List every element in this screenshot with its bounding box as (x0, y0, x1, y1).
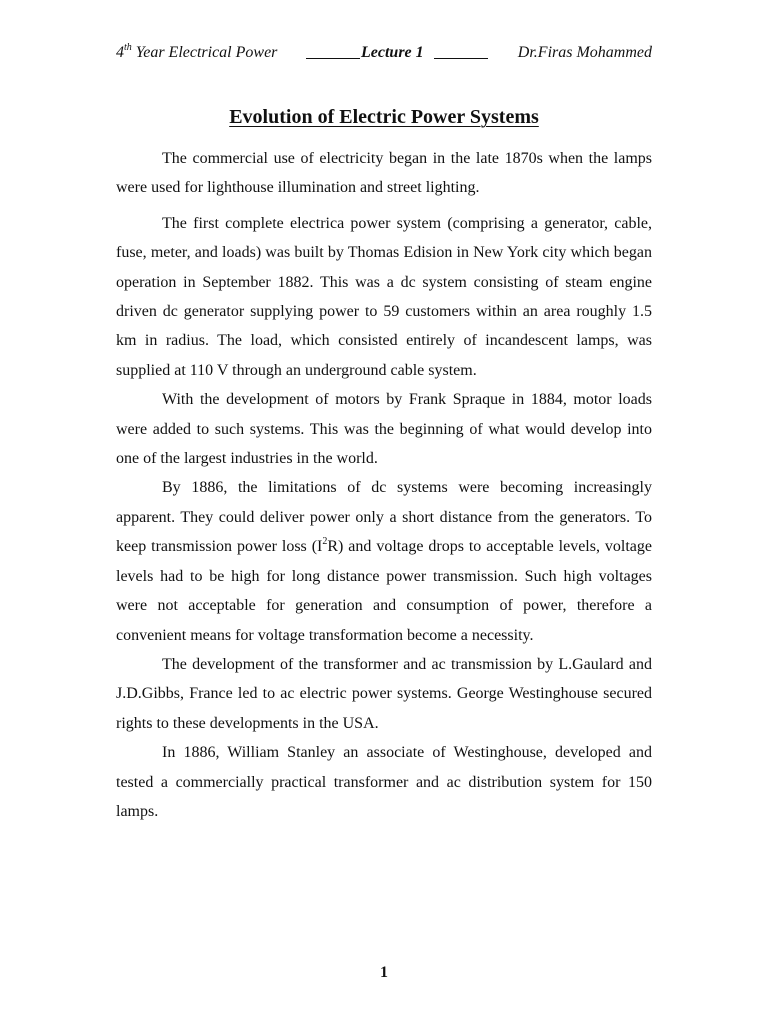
header-rule-left (306, 58, 360, 59)
header-rule-right (434, 58, 488, 59)
page-number: 1 (380, 964, 388, 981)
header-course (116, 41, 277, 65)
body-text (116, 144, 652, 826)
paragraph-4 (116, 473, 652, 649)
paragraph-1: The commercial use of electricity began in the late 1870s when the lamps were used for lighthouse illumination and street lighting. (116, 150, 652, 197)
paragraph-2: The first complete electrica power system (comprising a generator, cable, fuse, meter, and loads) was built by Thomas Edision in New York city which began operation in September 1882. This was a dc system consisting of steam engine driven dc generator supplying power to 59 customers within an area roughly 1.5 km in radius. The load, which consisted entirely of incandescent lamps, was supplied at 110 V through an underground cable system. (116, 214, 652, 379)
paragraph-4-part-1: By 1886, the limitations of dc systems were becoming increasingly apparent. They could deliver power only a short distance from the generators. To keep transmission power loss (I (116, 479, 652, 556)
paragraph-5: The development of the transformer and ac transmission by L.Gaulard and J.D.Gibbs, France led to ac electric power systems. George Westinghouse secured rights to these developments in the USA. (116, 655, 652, 732)
header-author: Dr.Firas Mohammed (517, 44, 652, 61)
header-lecture: Lecture 1 (361, 44, 424, 61)
header-course-year: 4 (116, 44, 124, 61)
header-course-name: Year Electrical Power (131, 44, 278, 61)
paragraph-4-superscript: 2 (322, 535, 328, 547)
page-title (116, 104, 652, 130)
paragraph-6: In 1886, William Stanley an associate of Westinghouse, developed and tested a commercially practical transformer and ac distribution system for 150 lamps. (116, 744, 652, 820)
running-header (116, 41, 652, 65)
paragraph-4-part-2: R) and voltage drops to acceptable levels, voltage levels had to be high for long distance power transmission. Such high voltages were not acceptable for generation and consumption of power, therefore a convenient means for voltage transformation become a necessity. (116, 538, 653, 644)
paragraph-3: With the development of motors by Frank Spraque in 1884, motor loads were added to such systems. This was the beginning of what would develop into one of the largest industries in the world. (116, 391, 652, 468)
header-course-ordinal: th (124, 41, 132, 53)
page-title-text: Evolution of Electric Power Systems (229, 106, 539, 128)
